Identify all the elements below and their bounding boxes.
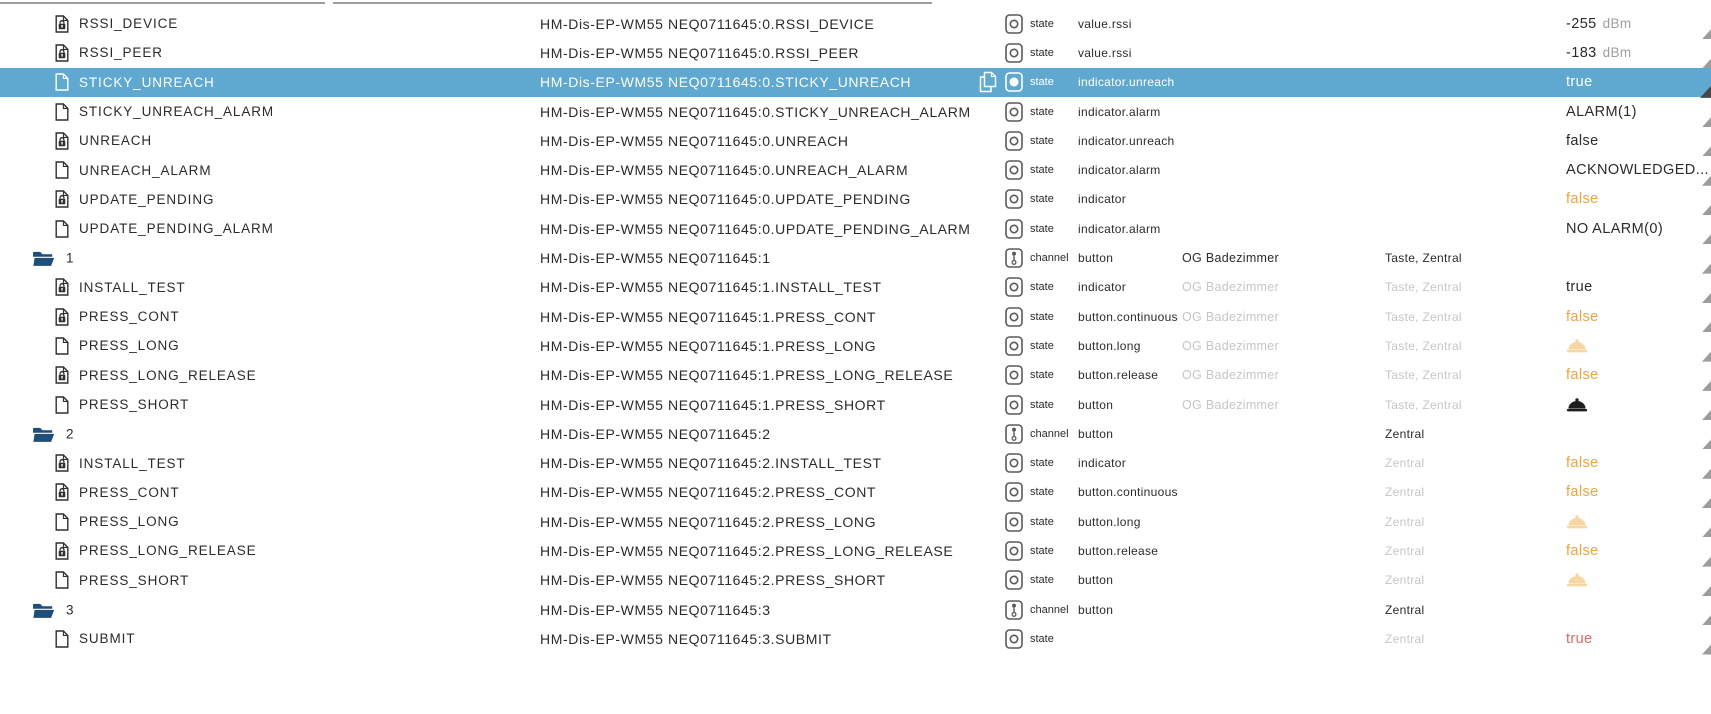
function-label: Zentral bbox=[1385, 514, 1425, 529]
table-row[interactable] bbox=[0, 331, 1711, 360]
role-label: button bbox=[1078, 426, 1114, 441]
object-kind-icon bbox=[1005, 248, 1023, 268]
object-kind-icon bbox=[1005, 512, 1023, 532]
object-name-cell bbox=[55, 513, 180, 531]
object-type-glyph-icon bbox=[55, 220, 69, 238]
state-value: false bbox=[1566, 308, 1599, 325]
object-type-glyph-icon bbox=[55, 542, 69, 560]
table-row[interactable] bbox=[0, 302, 1711, 331]
state-value bbox=[1566, 573, 1588, 587]
object-kind-label: state bbox=[1030, 281, 1054, 294]
function-label: Taste, Zentral bbox=[1385, 251, 1462, 266]
object-name: UNREACH_ALARM bbox=[79, 162, 212, 178]
object-name-cell bbox=[55, 161, 211, 179]
role-label: button.release bbox=[1078, 543, 1159, 558]
room-label: OG Badezimmer bbox=[1182, 280, 1279, 295]
role-label: value.rssi bbox=[1078, 45, 1132, 60]
object-kind-icon bbox=[1005, 14, 1023, 34]
edit-value-icon[interactable] bbox=[1702, 645, 1711, 655]
object-id: HM-Dis-EP-WM55 NEQ0711645:0.UPDATE_PENDING_ALARM bbox=[540, 220, 971, 237]
table-row[interactable] bbox=[0, 155, 1711, 184]
role-label: indicator.alarm bbox=[1078, 163, 1161, 178]
table-row[interactable] bbox=[0, 38, 1711, 67]
state-value: true bbox=[1566, 279, 1593, 296]
object-id: HM-Dis-EP-WM55 NEQ0711645:2.PRESS_LONG_RELEASE bbox=[540, 542, 954, 559]
object-kind-icon bbox=[1005, 629, 1023, 649]
object-name: UNREACH bbox=[79, 133, 153, 149]
state-value: true bbox=[1566, 74, 1593, 91]
object-name: STICKY_UNREACH_ALARM bbox=[79, 104, 275, 120]
table-row[interactable] bbox=[0, 419, 1711, 448]
object-kind-label: state bbox=[1030, 457, 1054, 470]
object-name: UPDATE_PENDING bbox=[79, 191, 215, 207]
object-type-glyph-icon bbox=[55, 15, 69, 33]
object-kind-label: state bbox=[1030, 164, 1054, 177]
object-name: INSTALL_TEST bbox=[79, 279, 186, 295]
object-name-cell bbox=[55, 571, 189, 589]
function-label: Zentral bbox=[1385, 573, 1425, 588]
object-kind-icon bbox=[1005, 307, 1023, 327]
role-label: indicator.unreach bbox=[1078, 75, 1175, 90]
object-kind-label: state bbox=[1030, 574, 1054, 587]
object-name-cell bbox=[55, 454, 186, 472]
object-id: HM-Dis-EP-WM55 NEQ0711645:3 bbox=[540, 601, 771, 618]
object-kind-label: state bbox=[1030, 515, 1054, 528]
function-label: Zentral bbox=[1385, 631, 1425, 646]
object-id: HM-Dis-EP-WM55 NEQ0711645:0.UPDATE_PENDING bbox=[540, 191, 911, 208]
role-label: indicator bbox=[1078, 192, 1127, 207]
table-row[interactable] bbox=[0, 566, 1711, 595]
object-name-cell bbox=[55, 15, 178, 33]
object-name-cell bbox=[55, 630, 135, 648]
table-row[interactable] bbox=[0, 68, 1711, 97]
object-kind-label: state bbox=[1030, 17, 1054, 30]
state-value: -183 dBm bbox=[1566, 44, 1632, 61]
object-kind-icon bbox=[1005, 102, 1023, 122]
object-name: PRESS_LONG_RELEASE bbox=[79, 367, 257, 383]
role-label: button bbox=[1078, 251, 1114, 266]
button-dome-icon bbox=[1566, 339, 1588, 353]
object-name-cell bbox=[55, 483, 180, 501]
role-label: button bbox=[1078, 397, 1114, 412]
function-label: Taste, Zentral bbox=[1385, 309, 1462, 324]
table-row[interactable] bbox=[0, 448, 1711, 477]
state-value bbox=[1566, 515, 1588, 529]
function-label: Zentral bbox=[1385, 426, 1425, 441]
object-type-glyph-icon bbox=[55, 337, 69, 355]
object-kind-label: state bbox=[1030, 46, 1054, 59]
object-id: HM-Dis-EP-WM55 NEQ0711645:0.UNREACH_ALARM bbox=[540, 162, 909, 179]
object-type-glyph-icon bbox=[55, 132, 69, 150]
object-kind-label: state bbox=[1030, 105, 1054, 118]
state-value: NO ALARM(0) bbox=[1566, 220, 1664, 237]
button-dome-icon bbox=[1566, 573, 1588, 587]
object-kind-icon bbox=[1005, 160, 1023, 180]
object-name-cell bbox=[55, 278, 186, 296]
object-kind-label: state bbox=[1030, 369, 1054, 382]
object-id: HM-Dis-EP-WM55 NEQ0711645:2 bbox=[540, 425, 771, 442]
state-value: false bbox=[1566, 367, 1599, 384]
state-value bbox=[1566, 339, 1588, 353]
function-label: Zentral bbox=[1385, 543, 1425, 558]
table-row[interactable] bbox=[0, 478, 1711, 507]
object-name-cell bbox=[55, 396, 189, 414]
role-label: button.long bbox=[1078, 514, 1141, 529]
table-row[interactable] bbox=[0, 126, 1711, 155]
table-row[interactable] bbox=[0, 9, 1711, 38]
object-name: PRESS_LONG bbox=[79, 338, 180, 354]
table-row[interactable] bbox=[0, 390, 1711, 419]
table-row[interactable] bbox=[0, 214, 1711, 243]
function-label: Taste, Zentral bbox=[1385, 368, 1462, 383]
button-dome-icon bbox=[1566, 515, 1588, 529]
table-row[interactable] bbox=[0, 361, 1711, 390]
role-label: button bbox=[1078, 573, 1114, 588]
object-kind-icon bbox=[1005, 189, 1023, 209]
state-value bbox=[1566, 398, 1588, 412]
object-kind-icon bbox=[1005, 424, 1023, 444]
state-value: false bbox=[1566, 484, 1599, 501]
object-kind-label: state bbox=[1030, 339, 1054, 352]
role-label: button.release bbox=[1078, 368, 1159, 383]
object-name-cell bbox=[55, 308, 180, 326]
table-row[interactable] bbox=[0, 185, 1711, 214]
object-kind-label: channel bbox=[1030, 252, 1069, 265]
object-name: PRESS_LONG_RELEASE bbox=[79, 543, 257, 559]
object-name: SUBMIT bbox=[79, 631, 136, 647]
room-label: OG Badezimmer bbox=[1182, 309, 1279, 324]
object-kind-label: state bbox=[1030, 544, 1054, 557]
object-id: HM-Dis-EP-WM55 NEQ0711645:0.STICKY_UNREACH bbox=[540, 74, 912, 91]
object-kind-icon bbox=[1005, 219, 1023, 239]
state-value: ACKNOWLEDGED... bbox=[1566, 162, 1709, 179]
object-id: HM-Dis-EP-WM55 NEQ0711645:2.INSTALL_TEST bbox=[540, 455, 882, 472]
table-row[interactable] bbox=[0, 624, 1711, 653]
object-type-glyph-icon bbox=[55, 571, 69, 589]
object-type-glyph-icon bbox=[55, 513, 69, 531]
object-kind-icon bbox=[1005, 570, 1023, 590]
object-kind-label: state bbox=[1030, 193, 1054, 206]
object-kind-label: state bbox=[1030, 398, 1054, 411]
object-id: HM-Dis-EP-WM55 NEQ0711645:1.PRESS_SHORT bbox=[540, 396, 886, 413]
object-name-cell bbox=[55, 220, 274, 238]
object-type-glyph-icon bbox=[55, 366, 69, 384]
object-name-cell bbox=[55, 44, 163, 62]
object-kind-label: channel bbox=[1030, 427, 1069, 440]
role-label: button.long bbox=[1078, 338, 1141, 353]
object-id: HM-Dis-EP-WM55 NEQ0711645:1.PRESS_LONG bbox=[540, 337, 877, 354]
room-label: OG Badezimmer bbox=[1182, 397, 1279, 412]
object-id: HM-Dis-EP-WM55 NEQ0711645:0.STICKY_UNREACH_ALARM bbox=[540, 103, 971, 120]
object-type-glyph-icon bbox=[55, 630, 69, 648]
state-value: false bbox=[1566, 542, 1599, 559]
object-kind-label: state bbox=[1030, 222, 1054, 235]
state-value: false bbox=[1566, 191, 1599, 208]
state-value: true bbox=[1566, 630, 1593, 647]
state-value: false bbox=[1566, 132, 1599, 149]
object-type-glyph-icon bbox=[55, 278, 69, 296]
object-name: PRESS_CONT bbox=[79, 309, 180, 325]
object-id: HM-Dis-EP-WM55 NEQ0711645:3.SUBMIT bbox=[540, 630, 832, 647]
object-id: HM-Dis-EP-WM55 NEQ0711645:0.RSSI_DEVICE bbox=[540, 15, 875, 32]
table-row[interactable] bbox=[0, 595, 1711, 624]
object-id: HM-Dis-EP-WM55 NEQ0711645:1.INSTALL_TEST bbox=[540, 279, 882, 296]
object-type-glyph-icon bbox=[32, 425, 55, 442]
object-name: PRESS_SHORT bbox=[79, 397, 190, 412]
object-kind-icon bbox=[1005, 541, 1023, 561]
room-label: OG Badezimmer bbox=[1182, 368, 1279, 383]
object-name: RSSI_DEVICE bbox=[79, 16, 179, 32]
object-type-glyph-icon bbox=[55, 396, 69, 414]
object-id: HM-Dis-EP-WM55 NEQ0711645:0.UNREACH bbox=[540, 132, 849, 149]
object-kind-icon bbox=[1005, 131, 1023, 151]
table-row[interactable] bbox=[0, 97, 1711, 126]
object-name-cell bbox=[55, 190, 214, 208]
role-label: indicator.unreach bbox=[1078, 133, 1175, 148]
object-kind-label: state bbox=[1030, 486, 1054, 499]
object-kind-label: state bbox=[1030, 134, 1054, 147]
object-name: STICKY_UNREACH bbox=[79, 74, 215, 90]
object-id: HM-Dis-EP-WM55 NEQ0711645:2.PRESS_SHORT bbox=[540, 572, 886, 589]
object-type-glyph-icon bbox=[55, 103, 69, 121]
object-name: 2 bbox=[66, 426, 75, 442]
object-name-cell bbox=[55, 132, 152, 150]
object-kind-icon bbox=[1005, 336, 1023, 356]
role-label: indicator bbox=[1078, 280, 1127, 295]
object-name-cell bbox=[32, 601, 74, 618]
object-id: HM-Dis-EP-WM55 NEQ0711645:2.PRESS_LONG bbox=[540, 513, 877, 530]
room-label: OG Badezimmer bbox=[1182, 338, 1279, 353]
object-kind-label: state bbox=[1030, 632, 1054, 645]
object-kind-icon bbox=[1005, 365, 1023, 385]
object-type-glyph-icon bbox=[55, 161, 69, 179]
object-kind-label: state bbox=[1030, 76, 1054, 89]
object-name: PRESS_SHORT bbox=[79, 572, 190, 588]
object-kind-icon bbox=[1005, 72, 1023, 92]
state-value: false bbox=[1566, 455, 1599, 472]
object-name-cell bbox=[32, 250, 74, 267]
role-label: indicator.alarm bbox=[1078, 221, 1161, 236]
object-kind-label: channel bbox=[1030, 603, 1069, 616]
object-id: HM-Dis-EP-WM55 NEQ0711645:1.PRESS_LONG_RELEASE bbox=[540, 367, 954, 384]
object-name-cell bbox=[55, 337, 180, 355]
role-label: button.continuous bbox=[1078, 485, 1178, 500]
table-row[interactable] bbox=[0, 243, 1711, 272]
object-name-cell bbox=[55, 103, 274, 121]
object-type-glyph-icon bbox=[55, 73, 69, 91]
object-name-cell bbox=[55, 542, 257, 560]
object-name: 1 bbox=[66, 250, 75, 266]
object-type-glyph-icon bbox=[55, 308, 69, 326]
object-name-cell bbox=[55, 366, 257, 384]
object-kind-icon bbox=[1005, 453, 1023, 473]
object-name: UPDATE_PENDING_ALARM bbox=[79, 221, 274, 237]
role-label: button.continuous bbox=[1078, 309, 1178, 324]
object-kind-label: state bbox=[1030, 310, 1054, 323]
table-row[interactable] bbox=[0, 507, 1711, 536]
state-value: -255 dBm bbox=[1566, 15, 1632, 32]
function-label: Taste, Zentral bbox=[1385, 338, 1462, 353]
object-type-glyph-icon bbox=[55, 483, 69, 501]
role-label: indicator.alarm bbox=[1078, 104, 1161, 119]
function-label: Zentral bbox=[1385, 602, 1425, 617]
object-id: HM-Dis-EP-WM55 NEQ0711645:1 bbox=[540, 250, 771, 267]
object-name: RSSI_PEER bbox=[79, 45, 163, 61]
role-label: indicator bbox=[1078, 456, 1127, 471]
object-name: INSTALL_TEST bbox=[79, 455, 186, 471]
role-label: button bbox=[1078, 602, 1114, 617]
object-type-glyph-icon bbox=[55, 454, 69, 472]
object-name-cell bbox=[55, 73, 215, 91]
object-type-glyph-icon bbox=[55, 190, 69, 208]
object-name-cell bbox=[32, 425, 74, 442]
object-kind-icon bbox=[1005, 277, 1023, 297]
copy-id-icon[interactable] bbox=[979, 72, 997, 93]
object-kind-icon bbox=[1005, 482, 1023, 502]
object-type-glyph-icon bbox=[32, 601, 55, 618]
object-kind-icon bbox=[1005, 395, 1023, 415]
function-label: Taste, Zentral bbox=[1385, 397, 1462, 412]
function-label: Zentral bbox=[1385, 456, 1425, 471]
function-label: Taste, Zentral bbox=[1385, 280, 1462, 295]
object-name: PRESS_CONT bbox=[79, 484, 180, 500]
object-type-glyph-icon bbox=[32, 250, 55, 267]
object-name: 3 bbox=[66, 602, 75, 618]
button-dome-icon bbox=[1566, 398, 1588, 412]
object-id: HM-Dis-EP-WM55 NEQ0711645:0.RSSI_PEER bbox=[540, 44, 860, 61]
object-name: PRESS_LONG bbox=[79, 514, 180, 530]
object-kind-icon bbox=[1005, 600, 1023, 620]
room-label: OG Badezimmer bbox=[1182, 251, 1279, 266]
table-row[interactable] bbox=[0, 273, 1711, 302]
object-type-glyph-icon bbox=[55, 44, 69, 62]
object-kind-icon bbox=[1005, 43, 1023, 63]
state-value: ALARM(1) bbox=[1566, 103, 1637, 120]
function-label: Zentral bbox=[1385, 485, 1425, 500]
table-row[interactable] bbox=[0, 536, 1711, 565]
object-id: HM-Dis-EP-WM55 NEQ0711645:2.PRESS_CONT bbox=[540, 484, 877, 501]
object-id: HM-Dis-EP-WM55 NEQ0711645:1.PRESS_CONT bbox=[540, 308, 877, 325]
role-label: value.rssi bbox=[1078, 16, 1132, 31]
